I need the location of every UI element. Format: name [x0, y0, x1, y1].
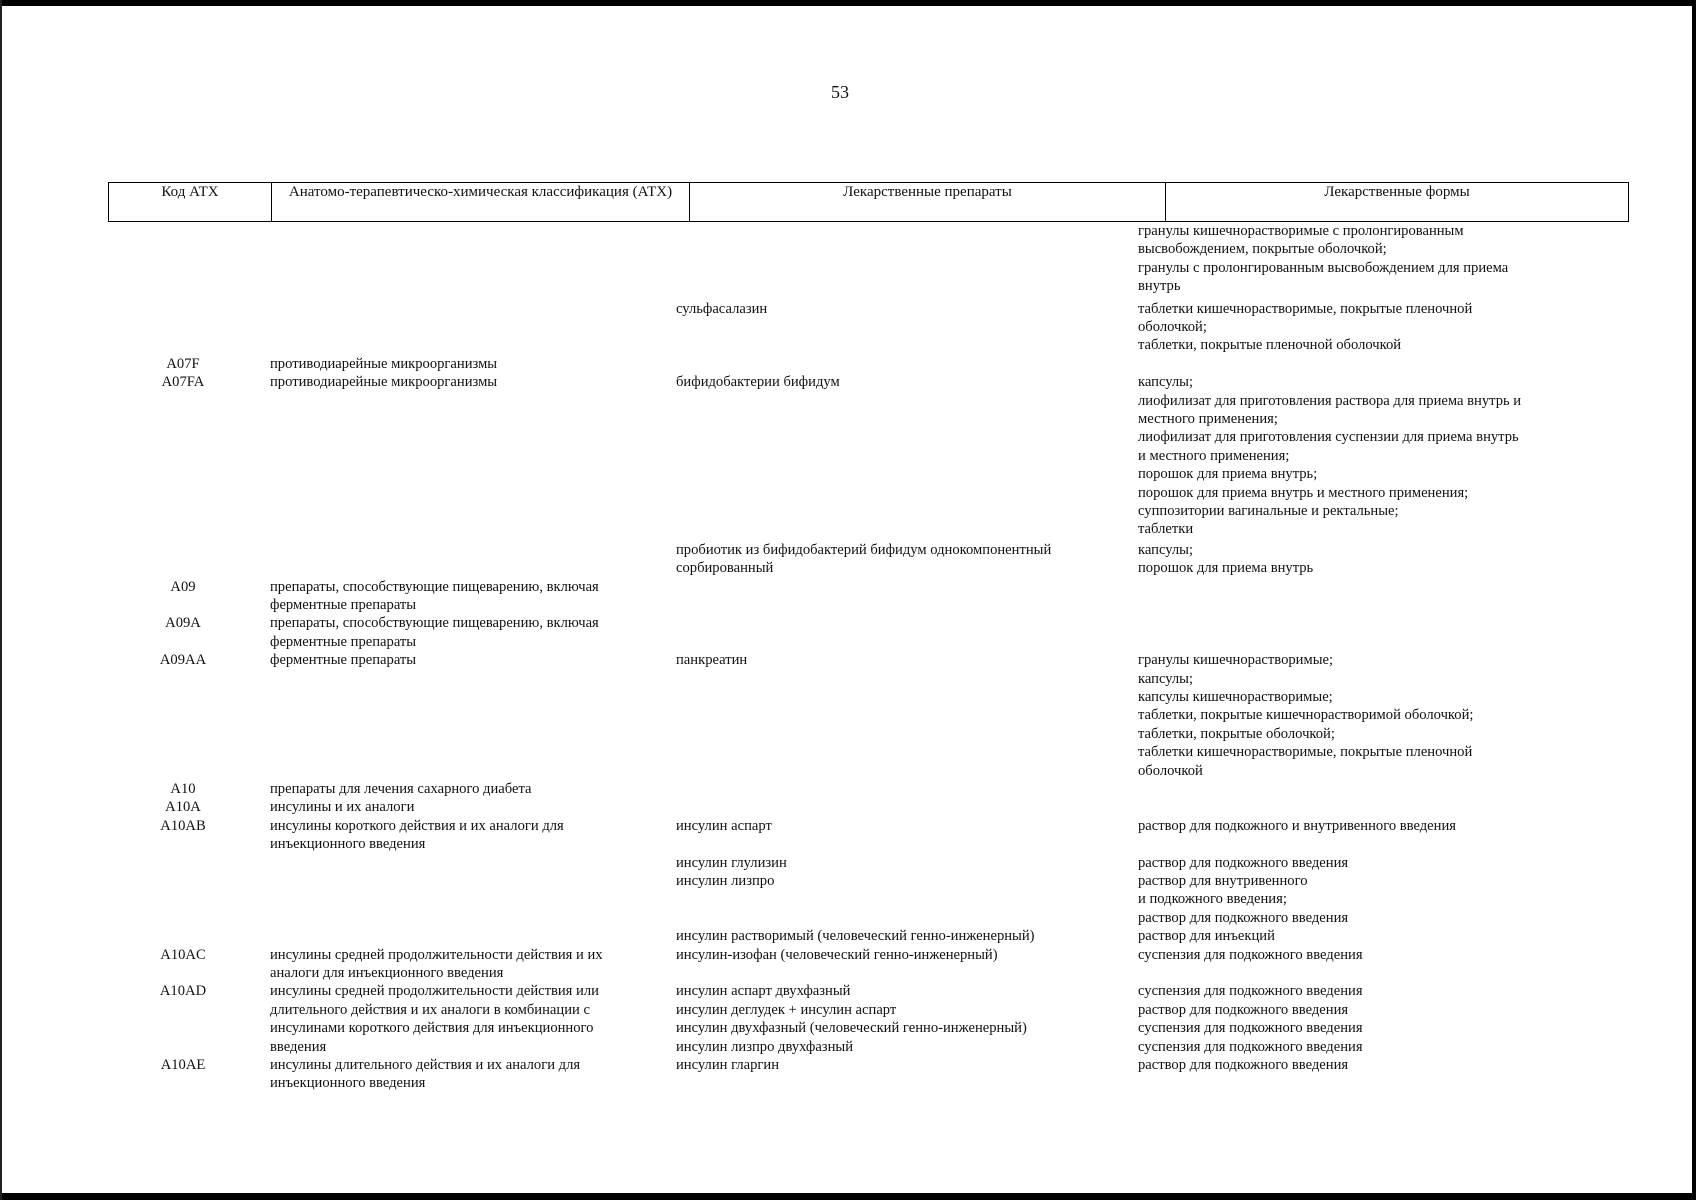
drug-name: [676, 373, 1126, 391]
dosage-forms-line: таблетки, покрытые кишечнорастворимой оболочкой;: [1138, 707, 1474, 724]
header-code: Код АТХ: [109, 183, 272, 222]
atc-classification-line: инсулины короткого действия и их аналоги для: [270, 817, 564, 834]
dosage-forms-line: лиофилизат для приготовления суспензии для приема внутрь: [1138, 429, 1519, 446]
dosage-forms: [1138, 872, 1574, 927]
atc-classification: [270, 614, 670, 651]
dosage-forms-line: местного применения;: [1138, 411, 1278, 427]
dosage-forms-line: таблетки, покрытые оболочкой;: [1138, 725, 1335, 742]
atc-classification: [270, 817, 670, 854]
drug-name-line: инсулин гларгин: [676, 1057, 780, 1073]
atc-classification-line: ферментные препараты: [270, 652, 417, 669]
atc-classification-line: препараты, способствующие пищеварению, включая: [270, 578, 599, 595]
dosage-forms: [1138, 927, 1574, 945]
dosage-forms-line: суспензия для подкожного введения: [1138, 983, 1363, 1000]
drug-name: [676, 300, 1126, 318]
dosage-forms-line: капсулы;: [1138, 541, 1194, 558]
atc-classification: [270, 780, 670, 798]
atc-classification-line: противодиарейные микроорганизмы: [270, 355, 498, 372]
scan-border-bottom: [0, 1193, 1696, 1200]
drug-name-line: сульфасалазин: [676, 300, 768, 317]
dosage-forms-line: раствор для подкожного и внутривенного введения: [1138, 817, 1456, 834]
table-header: [108, 182, 1629, 222]
dosage-forms: [1138, 651, 1574, 780]
dosage-forms-line: раствор для подкожного введения: [1138, 909, 1349, 926]
dosage-forms: [1138, 1056, 1574, 1074]
dosage-forms-line: капсулы;: [1138, 374, 1194, 391]
atc-code: A10AB: [160, 817, 206, 834]
atc-classification: [270, 982, 670, 1056]
drug-name: [676, 651, 1126, 669]
dosage-forms-line: оболочкой;: [1138, 319, 1207, 335]
drug-name-line: инсулин двухфазный (человеческий генно-инженерный): [676, 1020, 1027, 1037]
dosage-forms-line: капсулы;: [1138, 670, 1194, 687]
dosage-forms-line: раствор для подкожного введения: [1138, 854, 1349, 871]
dosage-forms: [1138, 946, 1574, 964]
atc-code: A09: [170, 578, 196, 595]
drug-name-line: пробиотик из бифидобактерий бифидум однокомпонентный: [676, 541, 1052, 558]
atc-classification: [270, 578, 670, 615]
scan-border-right: [1692, 0, 1696, 1200]
atc-code: A07F: [166, 355, 200, 372]
drug-name-line: бифидобактерии бифидум: [676, 374, 840, 391]
drug-name: [676, 982, 1126, 1056]
dosage-forms-line: порошок для приема внутрь;: [1138, 466, 1318, 483]
atc-classification-line: ферментные препараты: [270, 597, 417, 613]
dosage-forms-line: лиофилизат для приготовления раствора для приема внутрь и: [1138, 392, 1522, 409]
scan-border-left: [0, 0, 2, 1200]
drug-name: [676, 927, 1126, 945]
atc-classification: [270, 373, 670, 391]
dosage-forms: [1138, 373, 1574, 539]
dosage-forms-line: гранулы кишечнорастворимые;: [1138, 652, 1334, 669]
drug-name-line: инсулин деглудек + инсулин аспарт: [676, 1001, 897, 1018]
atc-classification: [270, 1056, 670, 1093]
atc-classification-line: инъекционного введения: [270, 1075, 426, 1092]
atc-classification-line: препараты для лечения сахарного диабета: [270, 781, 532, 797]
dosage-forms-line: раствор для внутривенного: [1138, 873, 1308, 889]
atc-classification: [270, 946, 670, 983]
drug-name-line: инсулин-изофан (человеческий генно-инженерный): [676, 946, 998, 963]
header-drugs: Лекарственные препараты: [690, 183, 1166, 222]
dosage-forms-line: раствор для инъекций: [1138, 928, 1275, 945]
drug-name-line: сорбированный: [676, 560, 774, 577]
dosage-forms-line: таблетки: [1138, 521, 1194, 538]
dosage-forms-line: суспензия для подкожного введения: [1138, 1038, 1363, 1055]
header-forms: Лекарственные формы: [1166, 183, 1629, 222]
dosage-forms-line: таблетки кишечнорастворимые, покрытые пленочной: [1138, 300, 1473, 317]
atc-classification-line: препараты, способствующие пищеварению, включая: [270, 615, 599, 632]
atc-classification-line: инсулины длительного действия и их аналоги для: [270, 1057, 581, 1073]
drug-name: [676, 541, 1126, 578]
atc-code: A09AA: [159, 652, 207, 669]
atc-classification-line: аналоги для инъекционного введения: [270, 965, 504, 981]
dosage-forms-line: внутрь: [1138, 278, 1181, 295]
dosage-forms-line: капсулы кишечнорастворимые;: [1138, 689, 1333, 705]
dosage-forms-line: суспензия для подкожного введения: [1138, 946, 1363, 963]
atc-classification-line: инсулины средней продолжительности действия или: [270, 983, 599, 1000]
atc-classification-line: инсулинами короткого действия для инъекционного: [270, 1020, 594, 1037]
dosage-forms: [1138, 854, 1574, 872]
drug-name: [676, 946, 1126, 964]
drug-name-line: инсулин лизпро двухфазный: [676, 1038, 853, 1055]
drug-name-line: инсулин аспарт двухфазный: [676, 983, 851, 1000]
dosage-forms-line: раствор для подкожного введения: [1138, 1001, 1349, 1018]
page-number: 53: [831, 82, 849, 102]
drug-name-line: инсулин растворимый (человеческий генно-инженерный): [676, 928, 1035, 945]
drug-name: [676, 1056, 1126, 1074]
drug-name: [676, 854, 1126, 872]
dosage-forms-line: и подкожного введения;: [1138, 891, 1287, 908]
dosage-forms: [1138, 222, 1574, 296]
scan-border-top: [0, 0, 1696, 6]
dosage-forms: [1138, 982, 1574, 1056]
atc-classification-line: инъекционного введения: [270, 836, 426, 853]
drug-name-line: панкреатин: [676, 652, 748, 669]
drug-name: [676, 817, 1126, 835]
atc-classification-line: инсулины и их аналоги: [270, 799, 415, 816]
atc-classification: [270, 651, 670, 669]
dosage-forms: [1138, 817, 1574, 835]
atc-code: A10AC: [160, 946, 206, 963]
dosage-forms: [1138, 300, 1574, 355]
dosage-forms-line: таблетки кишечнорастворимые, покрытые пленочной: [1138, 744, 1473, 761]
drug-name-line: инсулин лизпро: [676, 873, 775, 889]
atc-code: A10AD: [159, 983, 207, 1000]
dosage-forms-line: и местного применения;: [1138, 447, 1290, 464]
atc-classification-line: длительного действия и их аналоги в комбинации с: [270, 1001, 590, 1018]
drug-name-line: инсулин аспарт: [676, 817, 772, 834]
dosage-forms-line: суспензия для подкожного введения: [1138, 1020, 1363, 1037]
atc-classification-line: противодиарейные микроорганизмы: [270, 374, 498, 391]
dosage-forms-line: раствор для подкожного введения: [1138, 1057, 1349, 1073]
header-classification: Анатомо-терапевтическо-химическая классификация (АТХ): [272, 183, 690, 222]
dosage-forms-line: гранулы кишечнорастворимые с пролонгированным: [1138, 223, 1464, 239]
dosage-forms-line: порошок для приема внутрь: [1138, 560, 1314, 577]
atc-code: A10A: [165, 799, 201, 816]
atc-code: A07FA: [161, 374, 205, 391]
atc-code: A10AE: [160, 1057, 206, 1073]
dosage-forms-line: оболочкой: [1138, 762, 1203, 779]
drug-name: [676, 872, 1126, 890]
dosage-forms-line: суппозитории вагинальные и ректальные;: [1138, 503, 1399, 520]
dosage-forms-line: гранулы с пролонгированным высвобождением для приема: [1138, 259, 1509, 276]
atc-classification-line: инсулины средней продолжительности действия и их: [270, 946, 603, 963]
atc-classification: [270, 355, 670, 373]
atc-classification-line: ферментные препараты: [270, 633, 417, 650]
atc-classification: [270, 798, 670, 816]
dosage-forms-line: порошок для приема внутрь и местного применения;: [1138, 484, 1469, 501]
dosage-forms: [1138, 541, 1574, 578]
atc-code: A10: [170, 781, 196, 797]
dosage-forms-line: таблетки, покрытые пленочной оболочкой: [1138, 337, 1402, 354]
dosage-forms-line: высвобождением, покрытые оболочкой;: [1138, 241, 1387, 258]
atc-code: A09A: [165, 615, 201, 632]
drug-name-line: инсулин глулизин: [676, 854, 787, 871]
atc-classification-line: введения: [270, 1038, 327, 1055]
